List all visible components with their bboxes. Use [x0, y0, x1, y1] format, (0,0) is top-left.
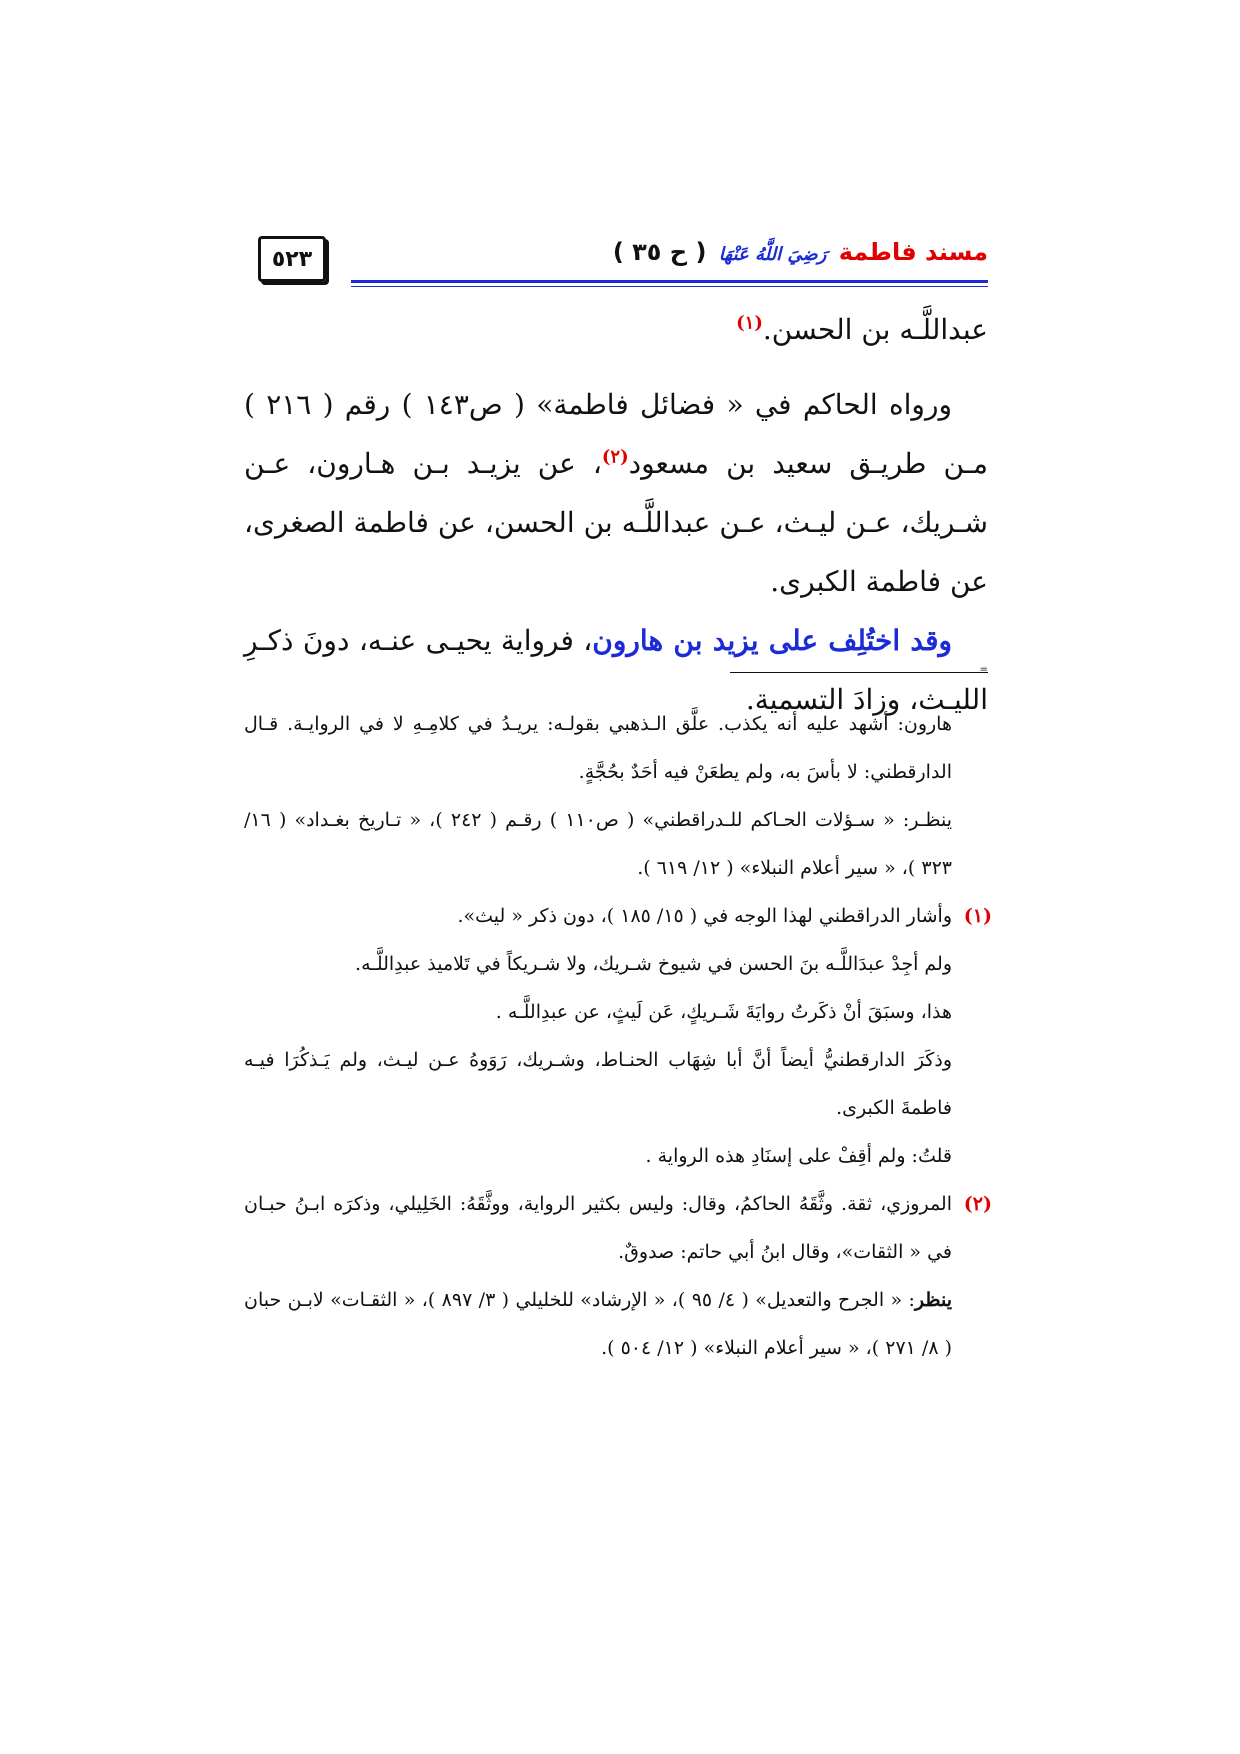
main-paragraph-2: وقد اختُلِف على يزيد بن هارون، فرواية يحيـى عنـه، دونَ ذكـرِ الليـث، وزادَ التسمية. [244, 624, 988, 716]
footnote-continued-2: ينظـر: « سـؤلات الحـاكم للـدراقطني» ( ص١١٠ ) رقـم ( ٢٤٢ )، « تـاريخ بغـداد» ( ١٦/ ٣٢٣ )، « سير أعلام النبلاء» ( ١٢/ ٦١٩ ). [244, 809, 952, 879]
page-number: ٥٢٣ [258, 236, 326, 282]
footnote-continued-1: هارون: أشهد عليه أنه يكذب. علَّق الـذهبي بقولـه: يريـدُ في كلامِـهِ لا في الروايـة. قـال الدارقطني: لا بأسَ به، ولم يطعَنْ فيه أحَدٌ بحُجَّةٍ. [244, 713, 952, 783]
footnotes [244, 700, 992, 1372]
footnote-1-line-e: قلتُ: ولم أقِفْ على إسنَادِ هذه الرواية . [645, 1145, 952, 1167]
honorific-phrase: رَضِيَ اللَّهُ عَنْهَا [718, 244, 827, 265]
footnote-2-references: ينظر: « الجرح والتعديل» ( ٤/ ٩٥ )، « الإرشاد» للخليلي ( ٣/ ٨٩٧ )، « الثقـات» لابـن حبان ( ٨/ ٢٧١ )، « سير أعلام النبلاء» ( ١٢/ ٥٠٤ ). [244, 1289, 952, 1359]
footnote-1-line-d: وذكَرَ الدارقطنيُّ أيضاً أنَّ أبا شِهَاب الحنـاط، وشـريك، رَوَوهُ عـن ليـث، ولم يَـذكُرَا فيـه فاطمةَ الكبرى. [244, 1049, 952, 1119]
footnote-ref-1[interactable]: (١) [736, 312, 763, 334]
hadith-number: ( ح ٣٥ ) [612, 238, 707, 266]
footnote-separator [730, 672, 988, 673]
footnote-1: (١) وأشار الدراقطني لهذا الوجه في ( ١٥/ ١٨٥ )، دون ذكر « ليث». [244, 892, 988, 940]
highlighted-phrase: وقد اختُلِف على يزيد بن هارون [592, 624, 952, 657]
running-title [613, 238, 988, 266]
footnote-2: (٢) المروزي، ثقة. وثَّقَهُ الحاكمُ، وقال: وليس بكثير الرواية، ووثَّقَهُ: الخَلِيلي، وذكرَه ابـنُ حبـان في « الثقات»، وقال ابنُ أبي حاتم: صدوقٌ. [244, 1180, 988, 1276]
footnote-1-number: (١) [963, 905, 992, 927]
main-text [244, 300, 988, 729]
main-line-1: عبداللَّـه بن الحسن.$^{(١)}$ [736, 312, 988, 346]
page-header [258, 236, 988, 280]
footnote-1-line-c: هذا، وسبَقَ أنْ ذكَرتُ روايَةَ شَـريكٍ، عَن لَيثٍ، عن عبدِاللَّـه . [495, 1001, 952, 1023]
footnote-2-number: (٢) [963, 1193, 992, 1215]
main-paragraph-1: ورواه الحاكم في « فضائل فاطمة» ( ص١٤٣ ) رقم ( ٢١٦ ) مـن طريـق سعيد بن مسعود$^{(٢)}$، عن يزيـد بـن هـارون، عـن شـريك، عـن ليـث، عـن عبداللَّـه بن الحسن، عن فاطمة الصغرى، عن فاطمة الكبرى. [244, 388, 988, 598]
title-musnad-fatima: مسند فاطمة [838, 238, 988, 266]
footnote-ref-2[interactable]: (٢) [601, 446, 629, 468]
footnote-1-line-b: ولم أجِدْ عبدَاللَّـه بنَ الحسن في شيوخ شـريك، ولا شـريكاً في تَلاميذ عبدِاللَّـه. [355, 953, 952, 975]
references-label: ينظر [914, 1289, 952, 1311]
header-rule [351, 280, 988, 283]
header-rule-thin [351, 286, 988, 287]
continuation-mark: = [979, 664, 988, 675]
